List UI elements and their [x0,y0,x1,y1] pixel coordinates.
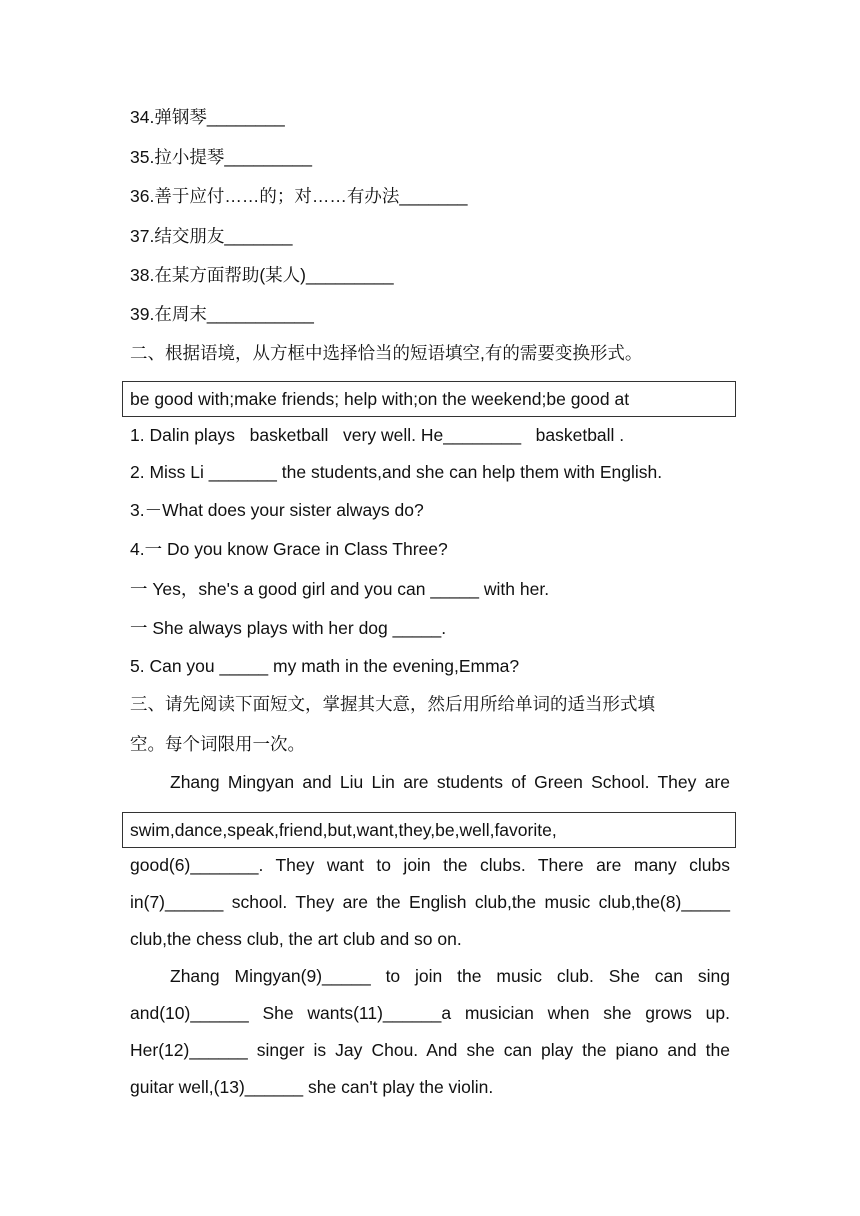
passage-line: guitar well,(13)______ she can't play the violin. [130,1077,494,1097]
passage-line: good(6)_______. They want to join the clubs. There are many clubs [130,855,730,875]
vocab-item: 37.结交朋友_______ [130,226,293,246]
question-line: 1. Dalin plays basketball very well. He________ basketball . [130,425,625,445]
question-line: 3.－What does your sister always do? [130,500,424,520]
passage-line: in(7)______ school. They are the English club,the music club,the(8)_____ [130,892,730,912]
question-line: 一 She always plays with her dog _____. [130,618,447,638]
question-line: 4.一 Do you know Grace in Class Three? [130,539,448,559]
section2-heading: 二、根据语境，从方框中选择恰当的短语填空,有的需要变换形式。 [130,343,643,363]
section3-heading: 三、请先阅读下面短文，掌握其大意，然后用所给单词的适当形式填 [130,694,655,714]
passage-line: Zhang Mingyan(9)_____ to join the music club. She can sing [170,966,730,986]
section3-heading-cont: 空。每个词限用一次。 [130,734,305,754]
vocab-item: 38.在某方面帮助(某人)_________ [130,265,394,285]
vocab-item: 36.善于应付……的；对……有办法_______ [130,186,468,206]
question-line: 2. Miss Li _______ the students,and she can help them with English. [130,462,663,482]
question-line: 5. Can you _____ my math in the evening,Emma? [130,656,520,676]
passage-line: Her(12)______ singer is Jay Chou. And she can play the piano and the [130,1040,730,1060]
passage-line: club,the chess club, the art club and so on. [130,929,462,949]
vocab-item: 34.弹钢琴________ [130,107,285,127]
passage-line: and(10)______ She wants(11)______a musician when she grows up. [130,1003,730,1023]
question-line: 一 Yes，she's a good girl and you can _____ with her. [130,579,550,599]
section2-word-box: be good with;make friends; help with;on the weekend;be good at [122,381,736,417]
section3-word-box: swim,dance,speak,friend,but,want,they,be,well,favorite, [122,812,736,848]
vocab-item: 39.在周末___________ [130,304,314,324]
vocab-item: 35.拉小提琴_________ [130,147,312,167]
passage-line: Zhang Mingyan and Liu Lin are students of Green School. They are [170,772,730,792]
